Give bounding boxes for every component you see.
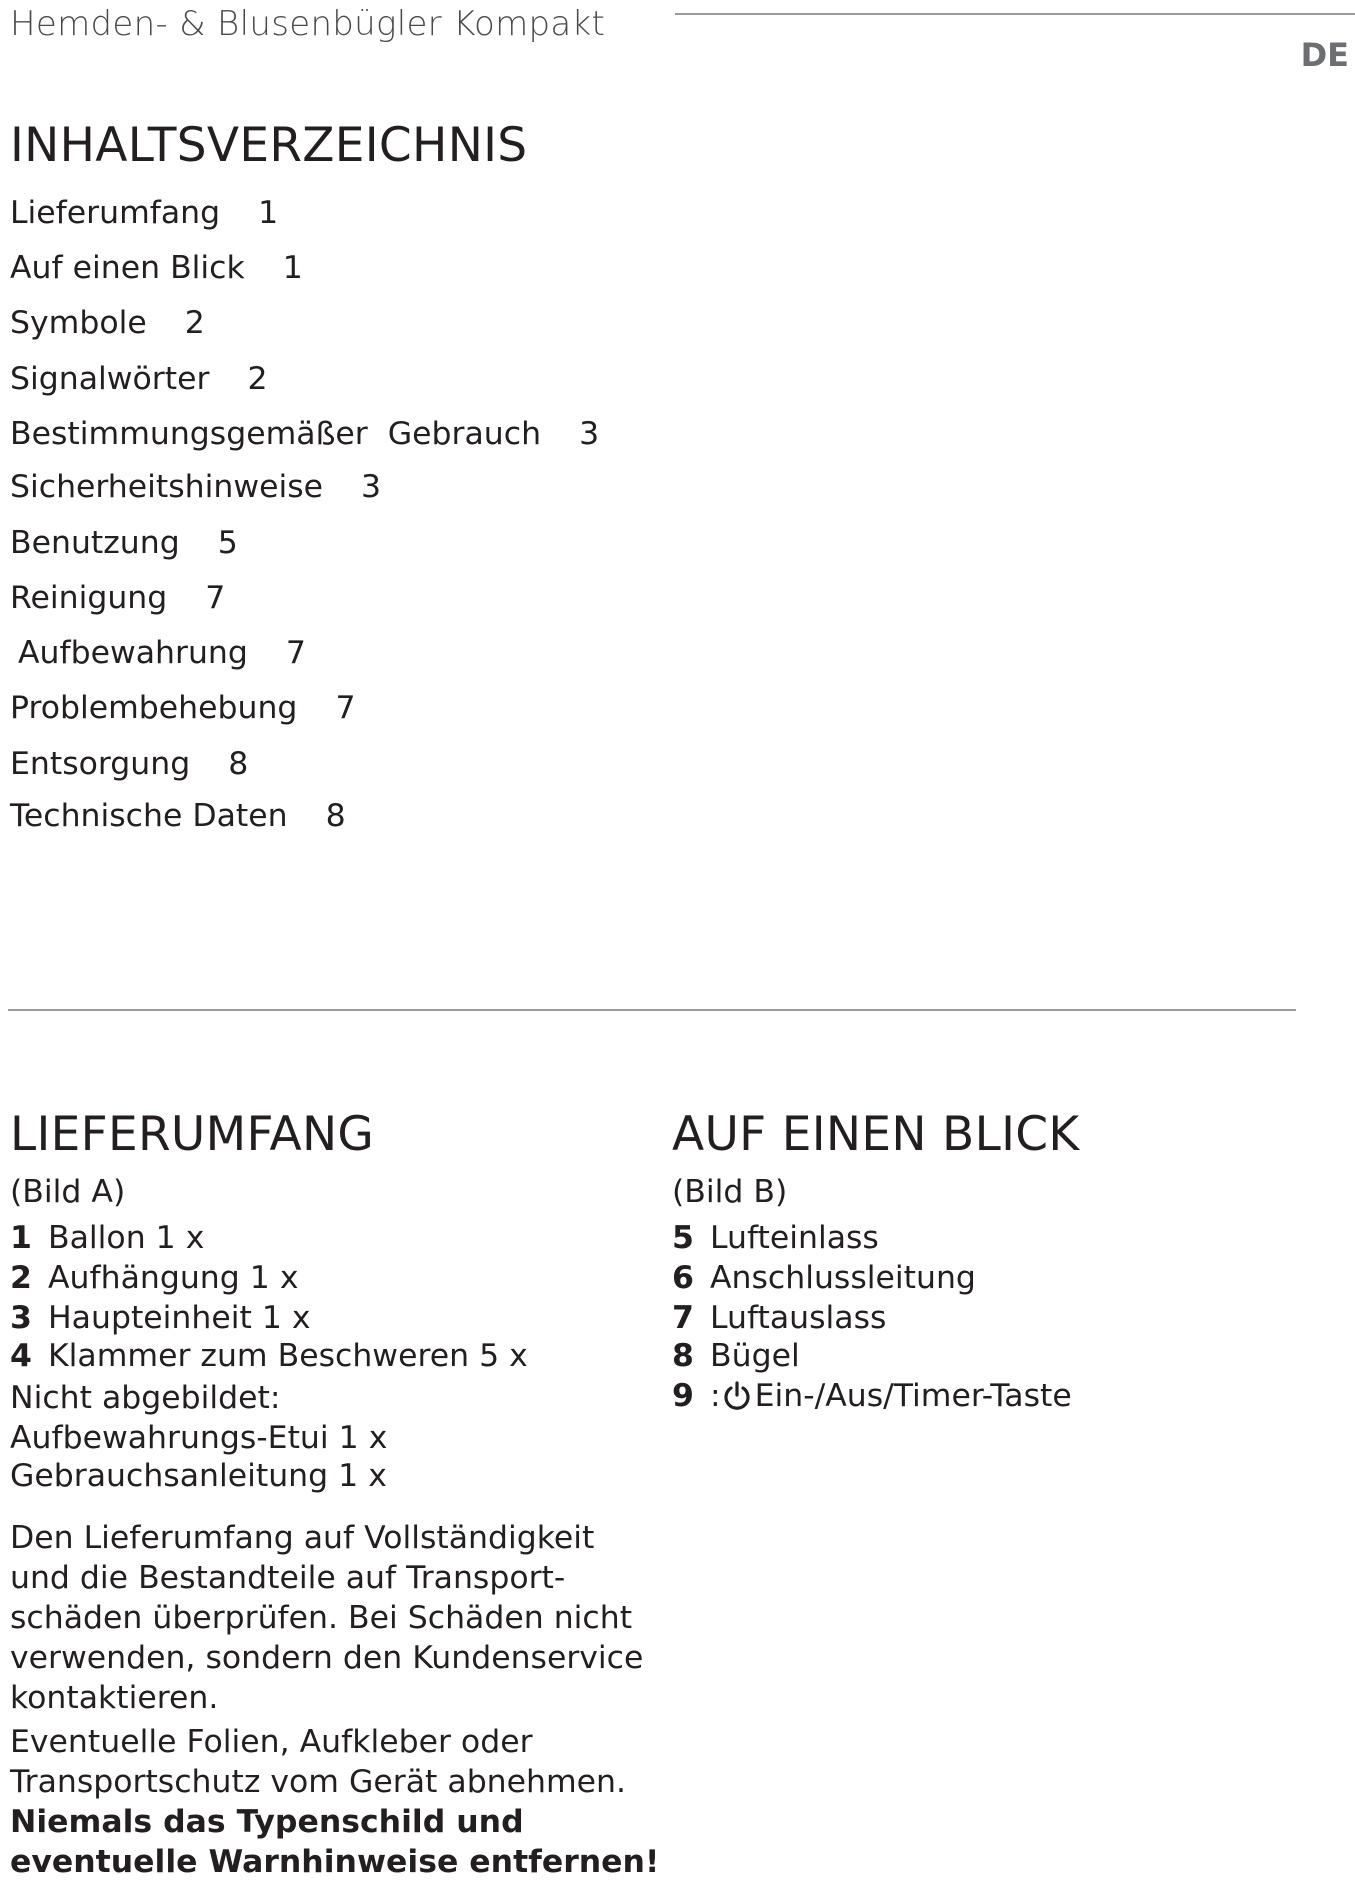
list-item [672,1220,879,1256]
toc-item-label: Auf einen Blick [10,250,245,286]
list-item-number: 1 [10,1220,32,1256]
list-item-text: Luftauslass [710,1300,887,1336]
lieferumfang-heading: LIEFERUMFANG [10,1107,375,1162]
warning-paragraph: Niemals das Typenschild und eventuelle Warnhinweise entfernen! [10,1804,660,1880]
toc-item-page: 8 [325,798,346,834]
toc-item [10,250,303,286]
list-item-number: 7 [672,1300,694,1336]
toc-item-page: 3 [361,469,382,505]
document-header-title: Hemden- & Blusenbügler Kompakt [10,4,606,44]
toc-item-label: Reinigung [10,580,168,616]
list-item [672,1338,800,1374]
header-divider [675,13,1355,15]
list-item-text: Aufhängung 1 x [48,1260,299,1296]
toc-item-page: 8 [228,746,249,782]
power-icon [721,1380,753,1420]
list-item-text: Bügel [710,1338,800,1374]
list-item-number: 3 [10,1300,32,1336]
list-item-text: Lufteinlass [710,1220,879,1256]
toc-item-page: 1 [258,195,279,231]
list-item-prefix: : [710,1378,721,1414]
toc-item [10,361,267,397]
toc-item [10,746,248,782]
toc-item-label: Sicherheitshinweise [10,469,324,505]
not-shown-item: Aufbewahrungs-Etui 1 x [10,1420,388,1456]
list-item [10,1300,311,1336]
list-item [10,1220,204,1256]
list-item-text: Anschlussleitung [710,1260,976,1296]
not-shown-label: Nicht abgebildet: [10,1380,281,1416]
not-shown-item: Gebrauchsanleitung 1 x [10,1458,387,1494]
list-item-text: Ballon 1 x [48,1220,205,1256]
toc-heading: INHALTSVERZEICHNIS [10,118,528,173]
toc-item-page: 2 [247,361,268,397]
toc-item-page: 7 [285,635,306,671]
toc-item-page: 3 [579,416,600,452]
toc-item-label: Symbole [10,305,147,341]
toc-item-label: Entsorgung [10,746,191,782]
toc-item-label: Lieferumfang [10,195,221,231]
list-item [10,1260,298,1296]
toc-item-label: Benutzung [10,525,180,561]
toc-item [18,635,306,671]
removal-paragraph: Eventuelle Folien, Aufkleber oder Transportschutz vom Gerät abnehmen. [10,1724,627,1800]
list-item-number: 6 [672,1260,694,1296]
lieferumfang-subtitle: (Bild A) [10,1174,126,1210]
toc-item-label: Bestimmungsgemäßer Gebrauch [10,416,542,452]
auf-einen-blick-heading: AUF EINEN BLICK [672,1107,1080,1162]
toc-item [10,469,381,505]
toc-item-page: 1 [282,250,303,286]
toc-item [10,416,599,452]
toc-item-label: Signalwörter [10,361,210,397]
toc-item-page: 5 [217,525,238,561]
list-item-number: 2 [10,1260,32,1296]
auf-einen-blick-subtitle: (Bild B) [672,1174,788,1210]
toc-item [10,580,225,616]
toc-item [10,195,278,231]
list-item [10,1338,528,1374]
toc-item-label: Aufbewahrung [18,635,248,671]
toc-item-page: 7 [205,580,226,616]
list-item [672,1378,1072,1420]
list-item [672,1300,886,1336]
toc-item-label: Technische Daten [10,798,288,834]
list-item-number: 9 [672,1378,694,1414]
list-item [672,1260,976,1296]
list-item-text: Haupteinheit 1 x [48,1300,311,1336]
toc-item [10,798,346,834]
toc-item-page: 7 [335,690,356,726]
list-item-number: 8 [672,1338,694,1374]
toc-item [10,305,205,341]
list-item-text: Klammer zum Beschweren 5 x [48,1338,528,1374]
toc-item-page: 2 [184,305,205,341]
check-paragraph: Den Lieferumfang auf Vollständigkeit und die Bestandteile auf Transportschäden überprüfen. Bei Schäden nicht verwenden, sondern den Kundenservice kontaktieren. [10,1520,644,1716]
toc-item [10,525,238,561]
toc-item-label: Problembehebung [10,690,298,726]
toc-item [10,690,355,726]
language-badge: DE [1300,36,1349,74]
list-item-number: 4 [10,1338,32,1374]
section-divider [8,1009,1296,1011]
list-item-number: 5 [672,1220,694,1256]
list-item-text: Ein-/Aus/Timer-Taste [754,1378,1072,1414]
